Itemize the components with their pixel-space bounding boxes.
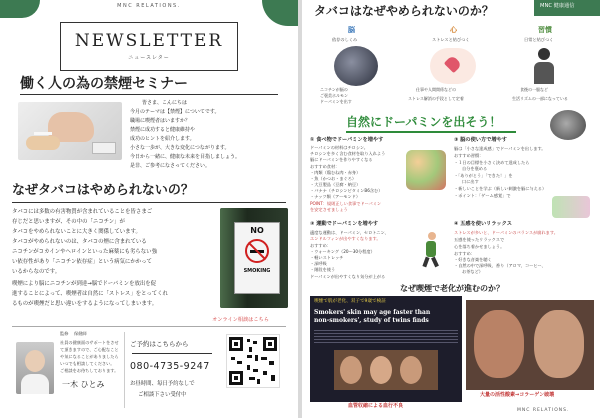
left-page [0,0,298,418]
why-line: 進することによって、喫煙者は自然に「ストレス」をとってくれ [12,291,168,297]
tip3-line: ・１日の目標を小さく決めて達成したら [454,160,530,165]
col-brain-detail: ニコチンが脳の [320,87,348,92]
col-habit-detail: 食後の一服など [520,87,548,92]
tip1-line: ドーパミンの材料はチロシン。 [310,145,368,150]
tip4-line: ・好きな音楽を聴く [454,257,492,262]
col-heart-detail: ストレス解消の手段として定着 [408,96,464,101]
contact-label: ご予約はこちらから [130,340,189,348]
no-smoking-sign-photo [220,208,288,308]
tip4-title: ④ 五感を使いリラックス [454,221,512,227]
greeting-line: 今日から一緒に、健康な未来を目指しましょう。 [130,154,241,160]
right-page [302,0,600,418]
natural-dopamine-title: 自然にドーパミンを出そう！ [346,115,502,129]
col-brain-detail: ご褒美ホルモン [320,93,348,98]
tip3-line: ・ポイント：「ゲーム感覚」で [454,193,511,198]
study-headline: Smokers' skin may age faster than [314,309,431,316]
divider [124,332,125,408]
tip1-line: 脳にドーパミンを作りやすくなる [310,157,373,162]
why-line: タバコがやめられないのは、タバコの煙に含まれている [12,239,147,245]
why-title: なぜタバコはやめられないの？ [12,183,194,198]
tip2-title: ② 運動でドーパミンを増やす [310,221,379,227]
study-caption: 血管収縮による血行不良 [348,403,404,409]
tip3-line: ・新しいことを学ぶ（新しい刺激を脳に与える） [454,186,547,191]
divider [12,202,286,203]
profile-text: て頂きますので、ご心配なこと [60,347,119,352]
brain-illustration [334,46,378,86]
tip2-line: ・ウォーキング（20〜30分程度） [310,249,375,254]
hours-text: お昼時間、毎日予約なしで [130,381,195,387]
col-heart-label: 心 [450,26,457,34]
tip4-line: 五感を使ったリラックスで [454,237,505,242]
profile-label: 監修 [60,331,69,336]
tip1-line: ・バナナ（チロシンビタミンB6含む） [310,188,383,193]
tip2-line: ドーパミンが出やすくなり気分が上がる [310,274,386,279]
why-line: タバコをやめられないことに大きく関係しています。 [12,229,141,235]
twins-study-article [310,296,462,402]
col-habit-caption: 日常と結びつく [524,37,554,42]
col-habit-detail: 生活リズムの一部になっている [512,96,568,101]
footer-brand: MNC RELATIONS. [517,408,570,413]
tip1-line: を安定させましょう [310,207,348,212]
hand-refusing-cigarette-photo [18,102,122,160]
tip4-line: 心を落ち着かせましょう。 [454,244,505,249]
col-habit-label: 習慣 [538,26,552,34]
tip2-line: エンドルフィンが出やすくなります。 [310,236,381,241]
food-illustration [406,150,446,190]
aging-title: なぜ喫煙で老化が進むのか？ [400,284,504,293]
why-line: 存じだと思いますが、その中の「ニコチン」が [12,219,125,225]
tip2-line: ・軽いストレッチ [310,255,344,260]
greeting-line: 今月のテーマは【禁煙】についてです。 [130,109,220,115]
greeting-line: 小さな一歩が、大きな変化につながります。 [130,145,230,151]
study-tag: 喫煙で肌が老化、双子で9歳で検証 [314,299,386,304]
profile-text: ご相談をお待ちしております。 [60,368,119,373]
tip1-title: ① 食べ物でドーパミンを増やす [310,137,384,143]
nurse-avatar [16,342,54,394]
brand-badge: MNC 健康通信 [540,3,575,9]
tip1-line: おすすめ食材： [310,164,340,169]
col-heart-caption: ストレスと結びつく [432,37,470,42]
tip1-line: チロシンを多く含む食材を取り入れよう [310,151,386,156]
tip1-line: ・肉類（鶏むね肉・赤身） [310,170,361,175]
newsletter-subtitle: ニュースレター [128,55,170,61]
running-person-illustration [420,232,442,268]
header-title: タバコはなぜやめられないのか？ [314,4,494,18]
qr-code[interactable] [226,334,280,388]
newsletter-title: NEWSLETTER [74,31,224,51]
greeting-line: 成功のヒントを紹介します。 [130,136,195,142]
tip4-line: ストレスが多いと、ドーパミンのバランスが崩れます。 [454,230,558,235]
profile-role: 保健師 [74,331,87,336]
col-heart-detail: 仕事や人間関係などの [416,87,456,92]
tip4-line: おすすめ： [454,251,475,256]
tip3-title: ③ 脳の使い方で増やす [454,137,507,143]
seminar-title: 働く人の為の禁煙セミナー [20,76,188,92]
tip3-line: ・「ありがとう」「できた！」を [454,173,513,178]
profile-text: いつでも相談してください。 [60,361,115,366]
tip3-line: 自分を褒める [462,166,488,171]
col-brain-label: 脳 [348,26,355,34]
divider [12,326,286,327]
no-sign-bottom-text: SMOKING [243,268,271,274]
divider [132,353,212,354]
tip2-line: 適度な運動は、ドーパミン、セロトニン、 [310,230,389,235]
greeting-line: 職場に喫煙者はいますか？ [130,118,191,124]
why-line: い依存性があり「ニコチン依存症」という病気にかかって [12,259,152,265]
col-brain-caption: 依存のしくみ [332,37,358,42]
profile-name: 一木 ひとみ [62,380,105,389]
tip4-line: ・自然の中で深呼吸、香り（アロマ、コーヒー、 [454,263,546,268]
profile-text: や気になることがありましたら [60,354,119,359]
tip2-line: ・深呼吸 [310,261,327,266]
divider [20,94,278,95]
no-smoking-icon [245,239,269,263]
online-consult-link[interactable]: オンライン相談はこちら [212,317,269,323]
tip3-line: おすすめ習慣： [454,153,484,158]
hands-heart-illustration [430,48,476,84]
greeting-line: 是非、ご参考になさってください。 [130,163,211,169]
aging-comparison-photo [466,300,594,390]
why-line: 喫煙により脳にニコチンが到達→脳でドーパミンを放出を促 [12,281,157,287]
no-sign-top-text: NO [250,226,264,235]
why-line: ニコチンがコカインやヘロインといった麻薬にも劣らない強 [12,249,157,255]
tip2-line: おすすめ： [310,243,331,248]
person-habit-illustration [524,46,566,86]
col-brain-detail: ドーパミンを出す [320,99,352,104]
profile-text: 社員の健康面のサポートをさせ [60,340,119,345]
why-line: いるからなのです。 [12,269,61,275]
why-line: タバコには多数の有害物質が含まれていることを皆さまご [12,209,153,215]
tip1-line: ・ナッツ類（アーモンド） [310,194,361,199]
newsletter-frame [60,22,238,71]
hours-text: ご相談下さい受付中 [138,392,187,398]
divider [346,131,516,133]
collagen-caption: 大量の活性酸素→コラーゲン破壊 [480,392,555,398]
greeting-line: 禁煙に成功すると健康維持や [130,127,196,133]
tip1-line: POINT：規則正しい食事でドーパミン [310,201,382,206]
tip2-line: ・階段を使う [310,267,336,272]
phone-number[interactable]: 080-4735-9247 [130,361,210,372]
why-line: るものが喫煙だと思い違いをするようになってしまいます。 [12,301,158,307]
tip1-line: ・大豆製品（豆腐・納豆） [310,182,361,187]
twins-faces-photo [334,350,438,390]
tip1-line: ・魚（かつお・まぐろ） [310,176,357,181]
tip4-line: お茶など） [462,269,483,274]
brand-name: MNC RELATIONS. [117,3,181,9]
study-headline: non-smokers', study of twins finds [314,317,429,324]
tip3-line: 脳は「小さな達成感」でドーパミンを出します。 [454,146,546,151]
head-silhouette-illustration [550,110,586,140]
greeting-line: 皆さま、こんにちは [142,100,188,106]
article-body-lines [314,328,458,344]
tip3-line: 口に出す [462,179,479,184]
brain-book-illustration [552,196,590,218]
